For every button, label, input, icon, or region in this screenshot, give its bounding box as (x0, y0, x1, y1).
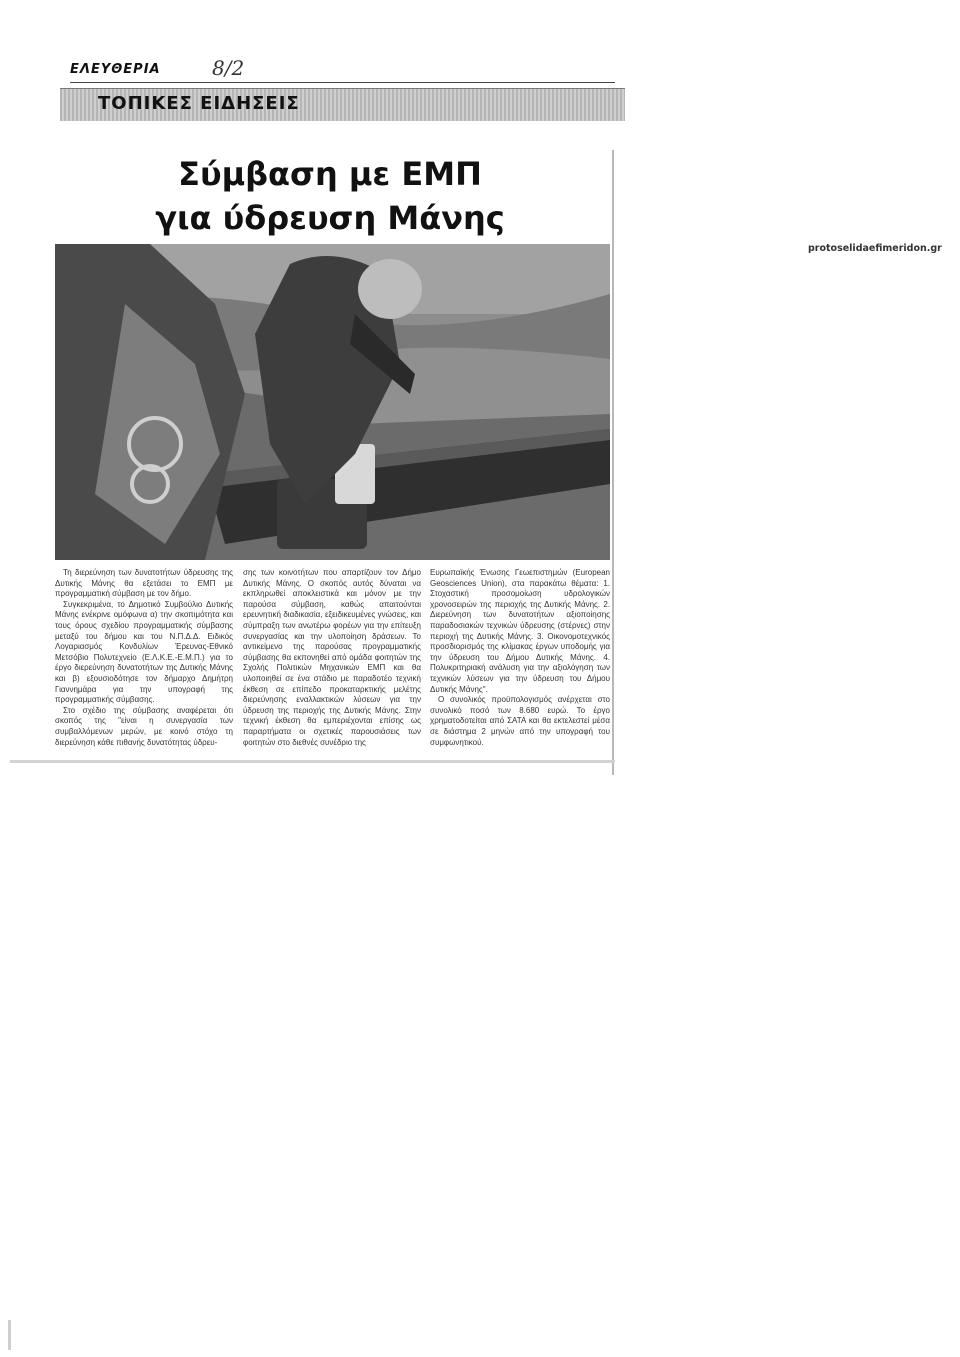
photo-pipe-worker-illustration (55, 244, 610, 560)
section-label: ΤΟΠΙΚΕΣ ΕΙΔΗΣΕΙΣ (98, 93, 300, 114)
scan-shadow-corner (8, 1320, 11, 1350)
article-column-2 (243, 568, 421, 748)
article-column-1 (55, 568, 233, 748)
newspaper-name: ΕΛΕΥΘΕΡΙΑ (70, 62, 161, 77)
masthead (70, 58, 610, 84)
section-banner (60, 88, 625, 121)
article-photo (55, 244, 610, 560)
column-1-paragraph: Τη διερεύνηση των δυνατοτήτων ύδρευσης της Δυτικής Μάνης θα εξετάσει το ΕΜΠ με προγραμματική σύμβαση με τον δήμο. (55, 568, 233, 599)
column-3-paragraph: Ο συνολικός προϋπολογισμός ανέρχεται στο συνολικό ποσό των 8.680 ευρώ. Το έργο χρηματοδοτείται από ΣΑΤΑ και θα εκτελεστεί μέσα σε διάστημα 2 μηνών από την υπογραφή του συμφωνητικού. (430, 695, 610, 747)
handwritten-date: 8/2 (212, 56, 245, 80)
article-headline (110, 152, 550, 240)
site-watermark: protoselidaefimeridon.gr (808, 243, 942, 254)
column-1-paragraph: Στο σχέδιο της σύμβασης αναφέρεται ότι σκοπός της "είναι η συνεργασία των συμβαλλόμενων μερών, με κοινό στόχο τη διερεύνηση κάθε πιθανής δυνατότητας ύδρευ- (55, 705, 233, 747)
column-3-paragraph: Ευρωπαϊκής Ένωσης Γεωεπιστημών (European Geosciences Union), στα παρακάτω θέματα: 1. Στοχαστική προσομοίωση υδρολογικών χρονοσειρών της περιοχής της Δυτικής Μάνης. 2. Διερεύνηση των δυνατοτήτων αξιοποίησης παραδοσιακών τεχνικών ύδρευσης (στέρνες) στην περιοχή της Δυτικής Μάνης. 3. Οικονομοτεχνικός προσδιορισμός της κλίμακας έργων υποδομής για την ύδρευση του Δήμου Δυτικής Μάνης. 4. Πολυκριτηριακή ανάλυση για την αξιολόγηση των τεχνικών λύσεων για την ύδρευση του Δήμου Δυτικής Μάνης". (430, 568, 610, 694)
column-1-paragraph: Συγκεκριμένα, το Δημοτικό Συμβούλιο Δυτικής Μάνης ενέκρινε ομόφωνα α) την σκοπιμότητα και τους όρους σχεδίου προγραμματικής σύμβασης μεταξύ του δήμου και του Ν.Π.Δ.Δ. Ειδικός Λογαριασμός Κονδυλίων Έρευνας-Εθνικό Μετσόβιο Πολυτεχνείο (Ε.Λ.Κ.Ε.-Ε.Μ.Π.) για το έργο διερεύνηση δυνατοτήτων της Δυτικής Μάνης και β) εξουσιοδότησε τον δήμαρχο Δημήτρη Γιαννημάρα για την υπογραφή της προγραμματικής σύμβασης. (55, 599, 233, 705)
headline-line-1: Σύμβαση με ΕΜΠ (178, 155, 482, 193)
headline-line-2: για ύδρευση Μάνης (155, 199, 505, 237)
masthead-rule (70, 82, 615, 83)
newspaper-clipping (50, 52, 615, 764)
article-column-3 (430, 568, 610, 748)
column-2-paragraph: σης των κοινοτήτων που απαρτίζουν τον Δήμο Δυτικής Μάνης. Ο σκοπός αυτός δύναται να εκπληρωθεί αποκλειστικά και μόνον με την παρούσα σύμβαση, καθώς απαιτούνται ερευνητική διαδικασία, εξειδικευμένες γνώσεις, και σύμπραξη των ανωτέρω φορέων για την επίτευξη συνεργασίας και την υλοποίηση δράσεων. Το αντικείμενο της παρούσας προγραμματικής σύμβασης θα εκπονηθεί από ομάδα φοιτητών της Σχολής Πολιτικών Μηχανικών ΕΜΠ και θα υλοποιηθεί σε ένα στάδιο με παραδοτέο τεχνική έκθεση σε επίπεδο προκαταρκτικής μελέτης διερεύνησης εναλλακτικών λύσεων για την ύδρευση της περιοχής της Δυτικής Μάνης. Στην τεχνική έκθεση θα εμπεριέχονται επίσης ως παραρτήματα οι σχετικές παρουσιάσεις των φοιτητών στο διεθνές συνέδριο της (243, 568, 421, 747)
